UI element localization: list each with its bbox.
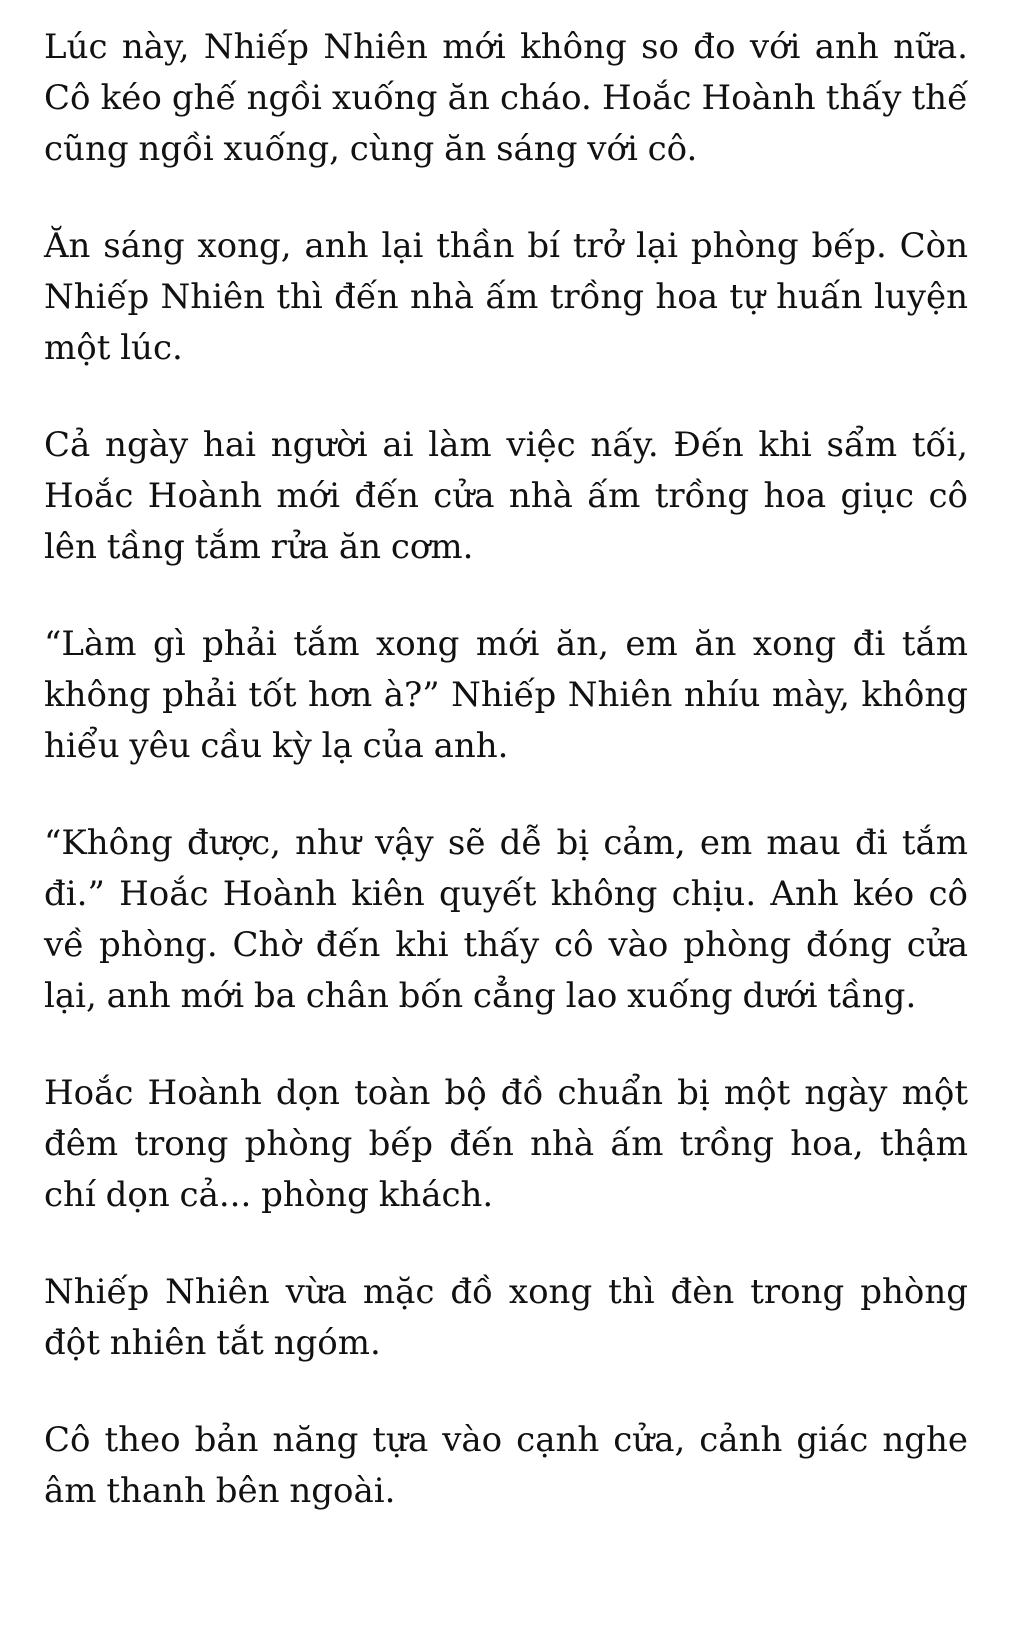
paragraph-2: Ăn sáng xong, anh lại thần bí trở lại phòng bếp. Còn Nhiếp Nhiên thì đến nhà ấm trồng hoa tự huấn luyện một lúc.: [44, 226, 968, 368]
paragraph-6: Hoắc Hoành dọn toàn bộ đồ chuẩn bị một ngày một đêm trong phòng bếp đến nhà ấm trồng hoa, thậm chí dọn cả... phòng khách.: [44, 1073, 968, 1215]
paragraph-5: “Không được, như vậy sẽ dễ bị cảm, em mau đi tắm đi.” Hoắc Hoành kiên quyết không chịu. Anh kéo cô về phòng. Chờ đến khi thấy cô vào phòng đóng cửa lại, anh mới ba chân bốn cẳng lao xuống dưới tầng.: [44, 823, 968, 1016]
paragraph-3: Cả ngày hai người ai làm việc nấy. Đến khi sẩm tối, Hoắc Hoành mới đến cửa nhà ấm trồng hoa giục cô lên tầng tắm rửa ăn cơm.: [44, 425, 968, 567]
paragraph-4: “Làm gì phải tắm xong mới ăn, em ăn xong đi tắm không phải tốt hơn à?” Nhiếp Nhiên nhíu mày, không hiểu yêu cầu kỳ lạ của anh.: [44, 624, 968, 766]
paragraph-1: Lúc này, Nhiếp Nhiên mới không so đo với anh nữa. Cô kéo ghế ngồi xuống ăn cháo. Hoắc Hoành thấy thế cũng ngồi xuống, cùng ăn sáng với cô.: [44, 27, 968, 169]
paragraph-7: Nhiếp Nhiên vừa mặc đồ xong thì đèn trong phòng đột nhiên tắt ngóm.: [44, 1272, 968, 1363]
paragraph-8: Cô theo bản năng tựa vào cạnh cửa, cảnh giác nghe âm thanh bên ngoài.: [44, 1420, 968, 1511]
